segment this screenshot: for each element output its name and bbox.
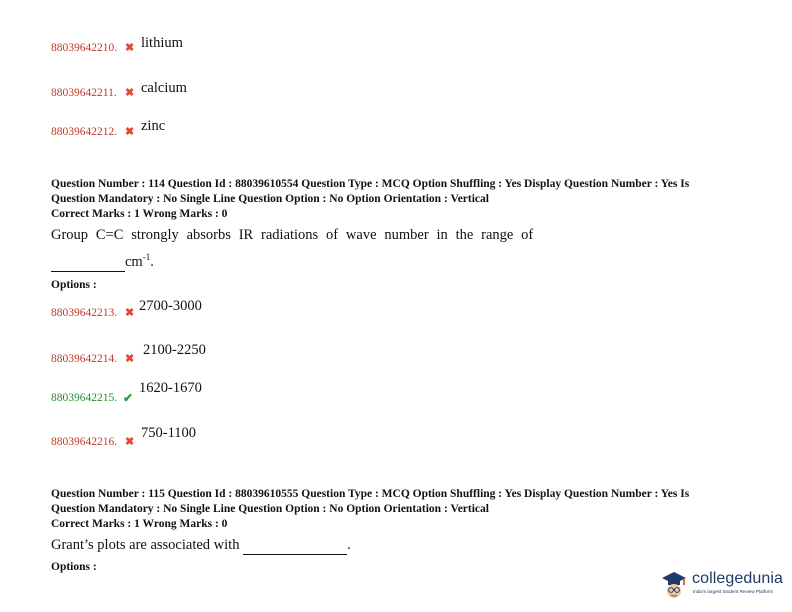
option-id: 88039642210. — [51, 42, 118, 54]
cross-icon: ✖ — [125, 42, 135, 54]
option-id: 88039642212. — [51, 126, 118, 138]
cross-icon: ✖ — [125, 436, 135, 448]
options-label: Options : — [51, 561, 97, 573]
check-icon: ✔ — [123, 391, 134, 405]
brand-tagline: India's largest Student Review Platform — [693, 589, 774, 594]
question-marks: Correct Marks : 1 Wrong Marks : 0 — [51, 518, 228, 530]
question-text: Group C=C strongly absorbs IR radiations of wave number in the range of — [51, 227, 534, 243]
question-text-main: Grant’s plots are associated with — [51, 537, 240, 553]
option-text: lithium — [141, 35, 183, 51]
option-id: 88039642215. — [51, 392, 118, 404]
cross-icon: ✖ — [125, 307, 135, 319]
graduation-cap-icon — [660, 569, 688, 601]
option-id: 88039642214. — [51, 353, 118, 365]
option-text: 2700-3000 — [139, 298, 202, 314]
option-id: 88039642216. — [51, 436, 118, 448]
question-header-line: Question Number : 114 Question Id : 88039610554 Question Type : MCQ Option Shuffling : Yes Display Question Number : Yes Is — [51, 178, 690, 190]
option-id: 88039642211. — [51, 87, 117, 99]
question-text — [51, 537, 351, 555]
option-text: zinc — [141, 118, 166, 134]
option-text: 2100-2250 — [143, 342, 206, 358]
option-text: 1620-1670 — [139, 380, 202, 396]
question-header-line: Question Number : 115 Question Id : 88039610555 Question Type : MCQ Option Shuffling : Yes Display Question Number : Yes Is — [51, 488, 690, 500]
sentence-end: . — [347, 537, 351, 553]
answer-blank — [243, 537, 347, 555]
option-text: calcium — [141, 80, 187, 96]
option-id: 88039642213. — [51, 307, 118, 319]
cross-icon: ✖ — [125, 87, 135, 99]
unit-exponent: -1 — [142, 252, 151, 262]
question-text-continued — [51, 252, 154, 272]
cross-icon: ✖ — [125, 126, 135, 138]
sentence-end: . — [150, 253, 154, 270]
collegedunia-logo — [660, 565, 784, 605]
question-header — [51, 487, 751, 532]
question-header — [51, 177, 751, 222]
options-label: Options : — [51, 279, 97, 291]
unit-text: cm — [125, 253, 143, 270]
brand-name: collegedunia — [692, 570, 784, 587]
option-text: 750-1100 — [141, 425, 197, 441]
question-header-line: Question Mandatory : No Single Line Question Option : No Option Orientation : Vertical — [51, 193, 489, 205]
answer-blank — [51, 254, 125, 272]
question-marks: Correct Marks : 1 Wrong Marks : 0 — [51, 208, 228, 220]
cross-icon: ✖ — [125, 353, 135, 365]
question-header-line: Question Mandatory : No Single Line Question Option : No Option Orientation : Vertical — [51, 503, 489, 515]
